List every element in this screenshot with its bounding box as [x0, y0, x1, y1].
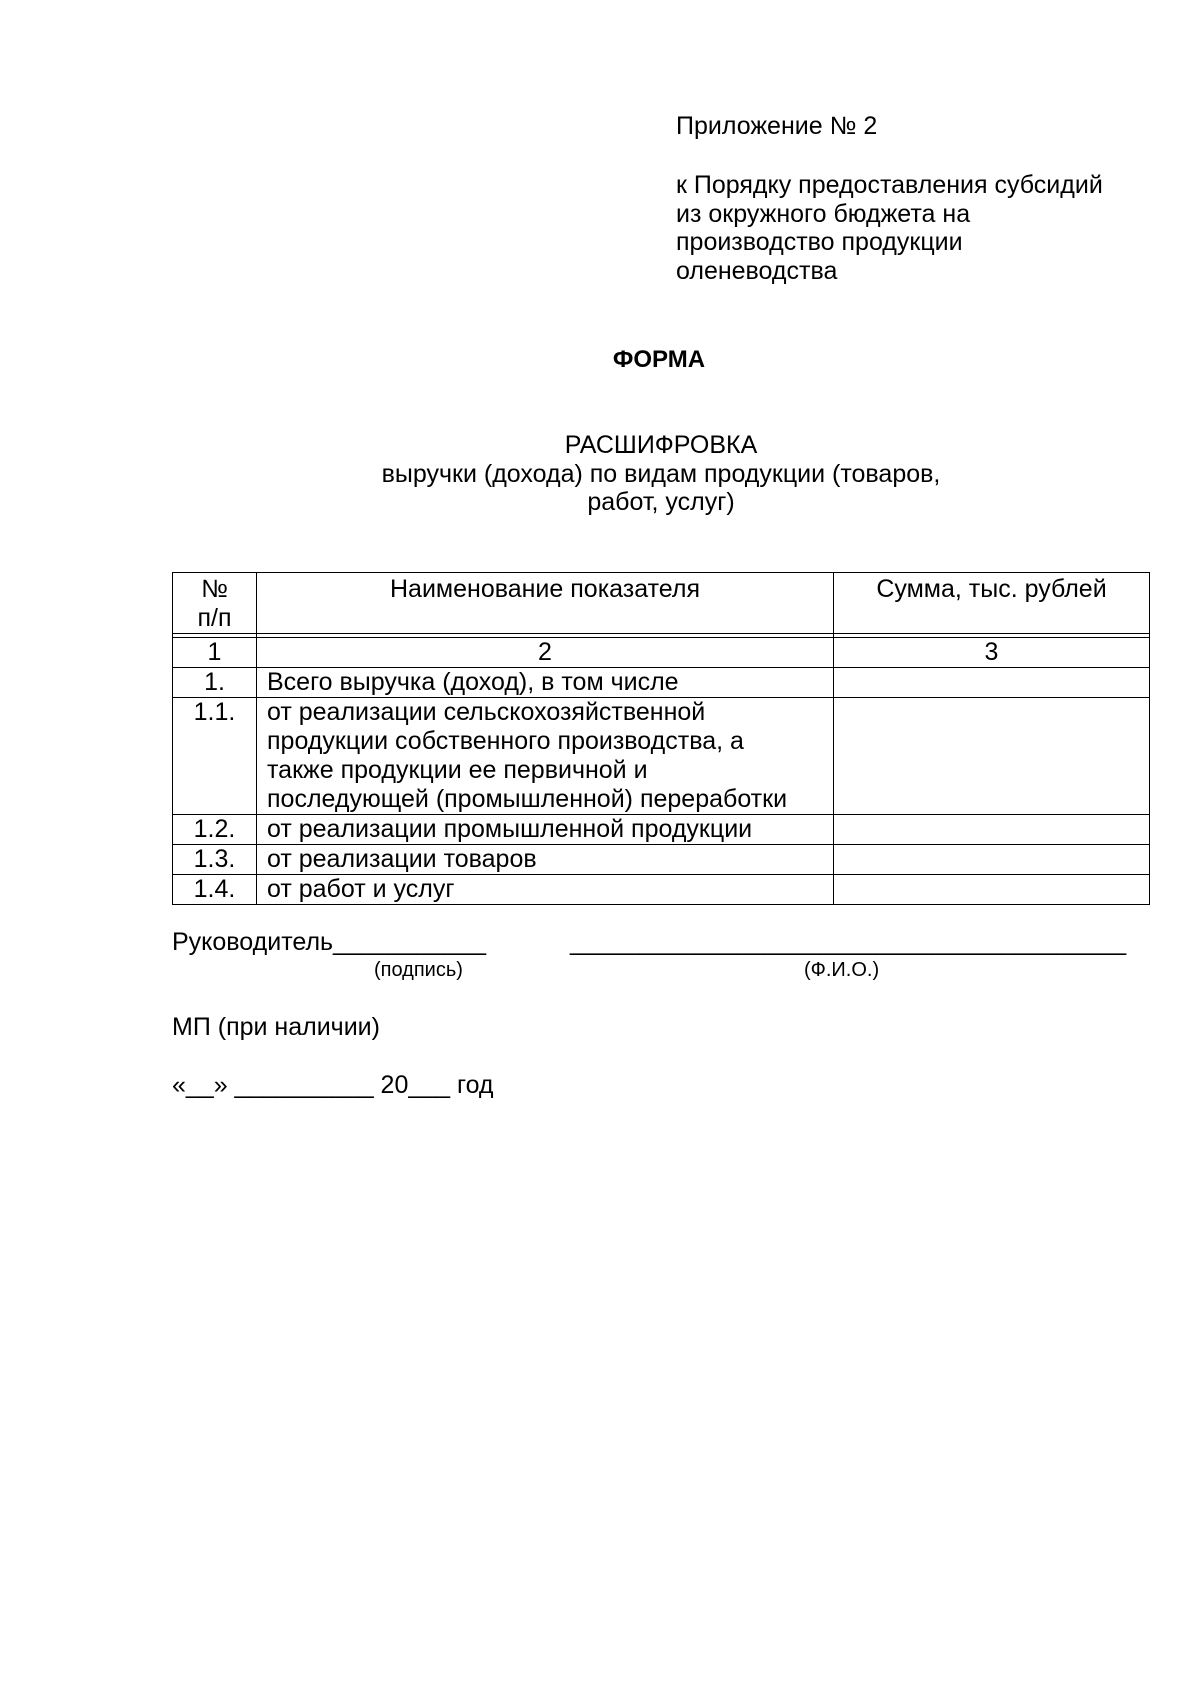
header-amount: Сумма, тыс. рублей — [834, 573, 1150, 634]
row-number: 1. — [173, 668, 257, 698]
fio-caption: (Ф.И.О.) — [804, 959, 880, 981]
revenue-breakdown-table — [172, 572, 1150, 905]
document-heading-line: выручки (дохода) по видам продукции (товаров, — [381, 459, 941, 488]
row-amount-cell[interactable] — [834, 668, 1150, 698]
row-indicator-line: от реализации товаров — [267, 845, 537, 873]
header-number — [173, 573, 257, 634]
table-row — [173, 875, 1150, 905]
form-label: ФОРМА — [612, 346, 706, 373]
row-amount-cell[interactable] — [834, 875, 1150, 905]
row-indicator-name — [257, 668, 834, 698]
row-number: 1.2. — [173, 815, 257, 845]
appendix-reference-line: оленеводства — [676, 256, 838, 285]
row-amount-cell[interactable] — [834, 845, 1150, 875]
row-indicator-line: от реализации промышленной продукции — [267, 815, 753, 843]
appendix-reference — [676, 171, 1146, 285]
row-amount-cell[interactable] — [834, 698, 1150, 815]
row-indicator-name — [257, 845, 834, 875]
head-signature-line[interactable]: Руководитель___________ — [172, 928, 487, 956]
document-heading-title: РАСШИФРОВКА — [564, 431, 758, 459]
row-indicator-name — [257, 875, 834, 905]
column-number: 2 — [257, 638, 834, 668]
row-indicator-line: последующей (промышленной) переработки — [267, 785, 788, 813]
appendix-reference-line: производство продукции — [676, 228, 963, 256]
row-indicator-line: от реализации сельскохозяйственной — [267, 698, 706, 726]
column-number: 1 — [173, 638, 257, 668]
row-number: 1.4. — [173, 875, 257, 905]
appendix-reference-line: из окружного бюджета на — [676, 199, 971, 228]
header-number-line: № — [201, 575, 228, 603]
table-header-row — [173, 573, 1150, 634]
column-numbers-row — [173, 638, 1150, 668]
row-indicator-line: от работ и услуг — [267, 875, 455, 903]
column-number: 3 — [834, 638, 1150, 668]
row-number: 1.3. — [173, 845, 257, 875]
table-row — [173, 668, 1150, 698]
row-indicator-line: также продукции ее первичной и — [267, 756, 648, 784]
header-indicator-name: Наименование показателя — [257, 573, 834, 634]
row-indicator-line: Всего выручка (доход), в том числе — [267, 668, 679, 696]
row-amount-cell[interactable] — [834, 815, 1150, 845]
stamp-note: МП (при наличии) — [172, 1013, 380, 1041]
table-row — [173, 698, 1150, 815]
appendix-reference-line: к Порядку предоставления субсидий — [676, 171, 1103, 199]
date-line[interactable]: «__» __________ 20___ год — [172, 1071, 494, 1099]
row-indicator-line: продукции собственного производства, а — [267, 727, 744, 755]
fio-signature-line[interactable]: ________________________________________ — [570, 928, 1127, 956]
table-row — [173, 845, 1150, 875]
signature-caption: (подпись) — [374, 959, 463, 981]
header-number-line: п/п — [197, 604, 232, 632]
document-heading — [172, 431, 1150, 517]
appendix-title: Приложение № 2 — [676, 112, 878, 140]
row-indicator-name — [257, 815, 834, 845]
table-row — [173, 815, 1150, 845]
document-heading-line: работ, услуг) — [587, 488, 735, 516]
row-indicator-name — [257, 698, 834, 815]
row-number: 1.1. — [173, 698, 257, 815]
